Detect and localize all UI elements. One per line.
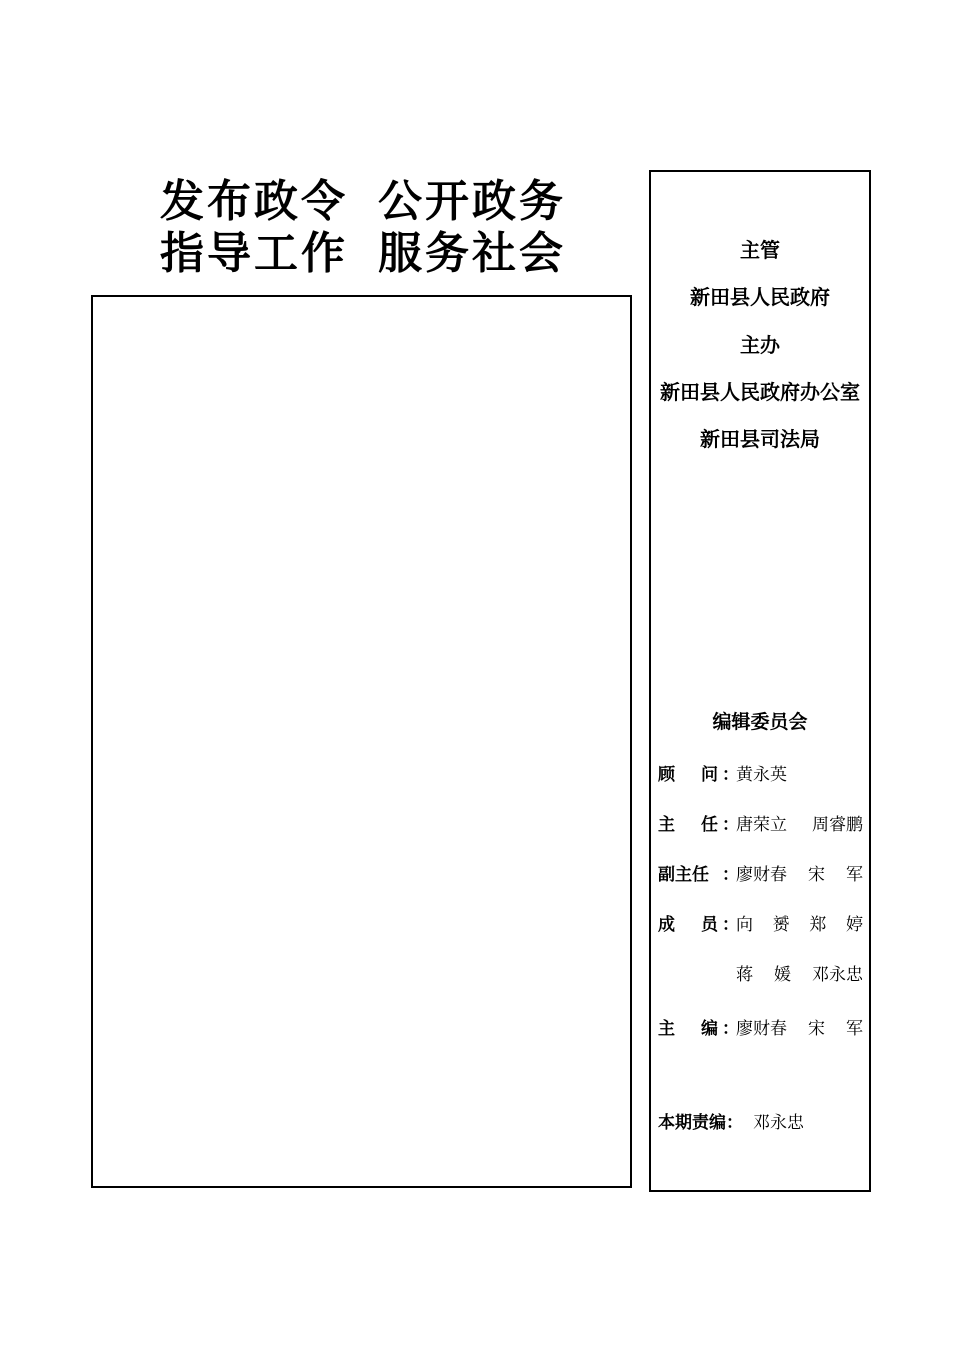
member-role-label: [658, 810, 718, 835]
committee-member-row: [658, 760, 863, 784]
member-name: 向: [736, 915, 753, 935]
member-role-colon: ：: [722, 765, 739, 785]
member-role-char: 顾: [658, 765, 675, 785]
member-role-colon: ：: [722, 865, 739, 885]
content-frame: [91, 295, 632, 1188]
member-names: [736, 910, 863, 935]
member-names: [736, 1014, 863, 1039]
sponsor-name: 新田县司法局: [700, 427, 820, 451]
member-name: 郑: [809, 915, 827, 935]
member-role-label: [658, 910, 718, 935]
member-role-label: [658, 860, 720, 885]
masthead-sidebar: [649, 170, 871, 1192]
committee-member-row: [658, 860, 863, 884]
member-name: 周睿鹏: [812, 815, 863, 835]
member-role-char: 成: [658, 915, 675, 935]
supervisor-label: 主管: [740, 238, 780, 262]
member-role-colon: ：: [722, 1019, 739, 1039]
member-name: 媛: [774, 965, 791, 985]
member-name: 宋: [808, 865, 825, 885]
slogan-line-2: [160, 228, 580, 280]
member-role-char: 副主任: [658, 865, 709, 885]
member-name: 军: [846, 1019, 863, 1039]
issue-editor-name: 邓永忠: [753, 1113, 804, 1133]
member-names: [736, 860, 863, 885]
committee-member-row: [658, 810, 863, 834]
member-role-char: 编: [701, 1019, 718, 1039]
member-role-char: 问: [701, 765, 718, 785]
member-role-label: [658, 1014, 718, 1039]
member-names: [736, 760, 863, 785]
committee-member-row: [658, 960, 863, 984]
committee-member-row: [658, 1014, 863, 1038]
member-names: [736, 960, 863, 985]
issue-editor: [658, 1108, 804, 1133]
member-name: 赟: [772, 915, 790, 935]
member-name: 军: [846, 865, 863, 885]
slogan-line-1: [160, 176, 580, 228]
member-role-colon: ：: [722, 915, 739, 935]
issue-editor-label: 本期责编：: [658, 1113, 743, 1133]
member-names: [736, 810, 863, 835]
member-role-char: 任: [701, 815, 718, 835]
member-name: 黄永英: [736, 765, 787, 785]
member-role-char: 主: [658, 815, 675, 835]
member-name: 婷: [845, 915, 863, 935]
slogan-phrase: 发布政令: [160, 176, 348, 227]
member-role-char: 员: [701, 915, 718, 935]
member-name: 唐荣立: [736, 815, 787, 835]
sponsor-name: 新田县人民政府办公室: [660, 380, 860, 404]
committee-title: 编辑委员会: [712, 711, 808, 733]
slogan-phrase: 公开政务: [378, 176, 566, 227]
member-name: 邓永忠: [812, 965, 863, 985]
slogan-phrase: 服务社会: [378, 228, 566, 279]
committee-member-row: [658, 910, 863, 934]
member-role-label: [658, 760, 718, 785]
sponsor-label: 主办: [740, 333, 780, 357]
member-name: 蒋: [736, 965, 753, 985]
slogan-phrase: 指导工作: [160, 228, 348, 279]
supervisor-name: 新田县人民政府: [690, 285, 830, 309]
member-name: 廖财春: [736, 1019, 787, 1039]
member-name: 廖财春: [736, 865, 787, 885]
member-role-colon: ：: [722, 815, 739, 835]
member-name: 宋: [808, 1019, 825, 1039]
member-role-char: 主: [658, 1019, 675, 1039]
